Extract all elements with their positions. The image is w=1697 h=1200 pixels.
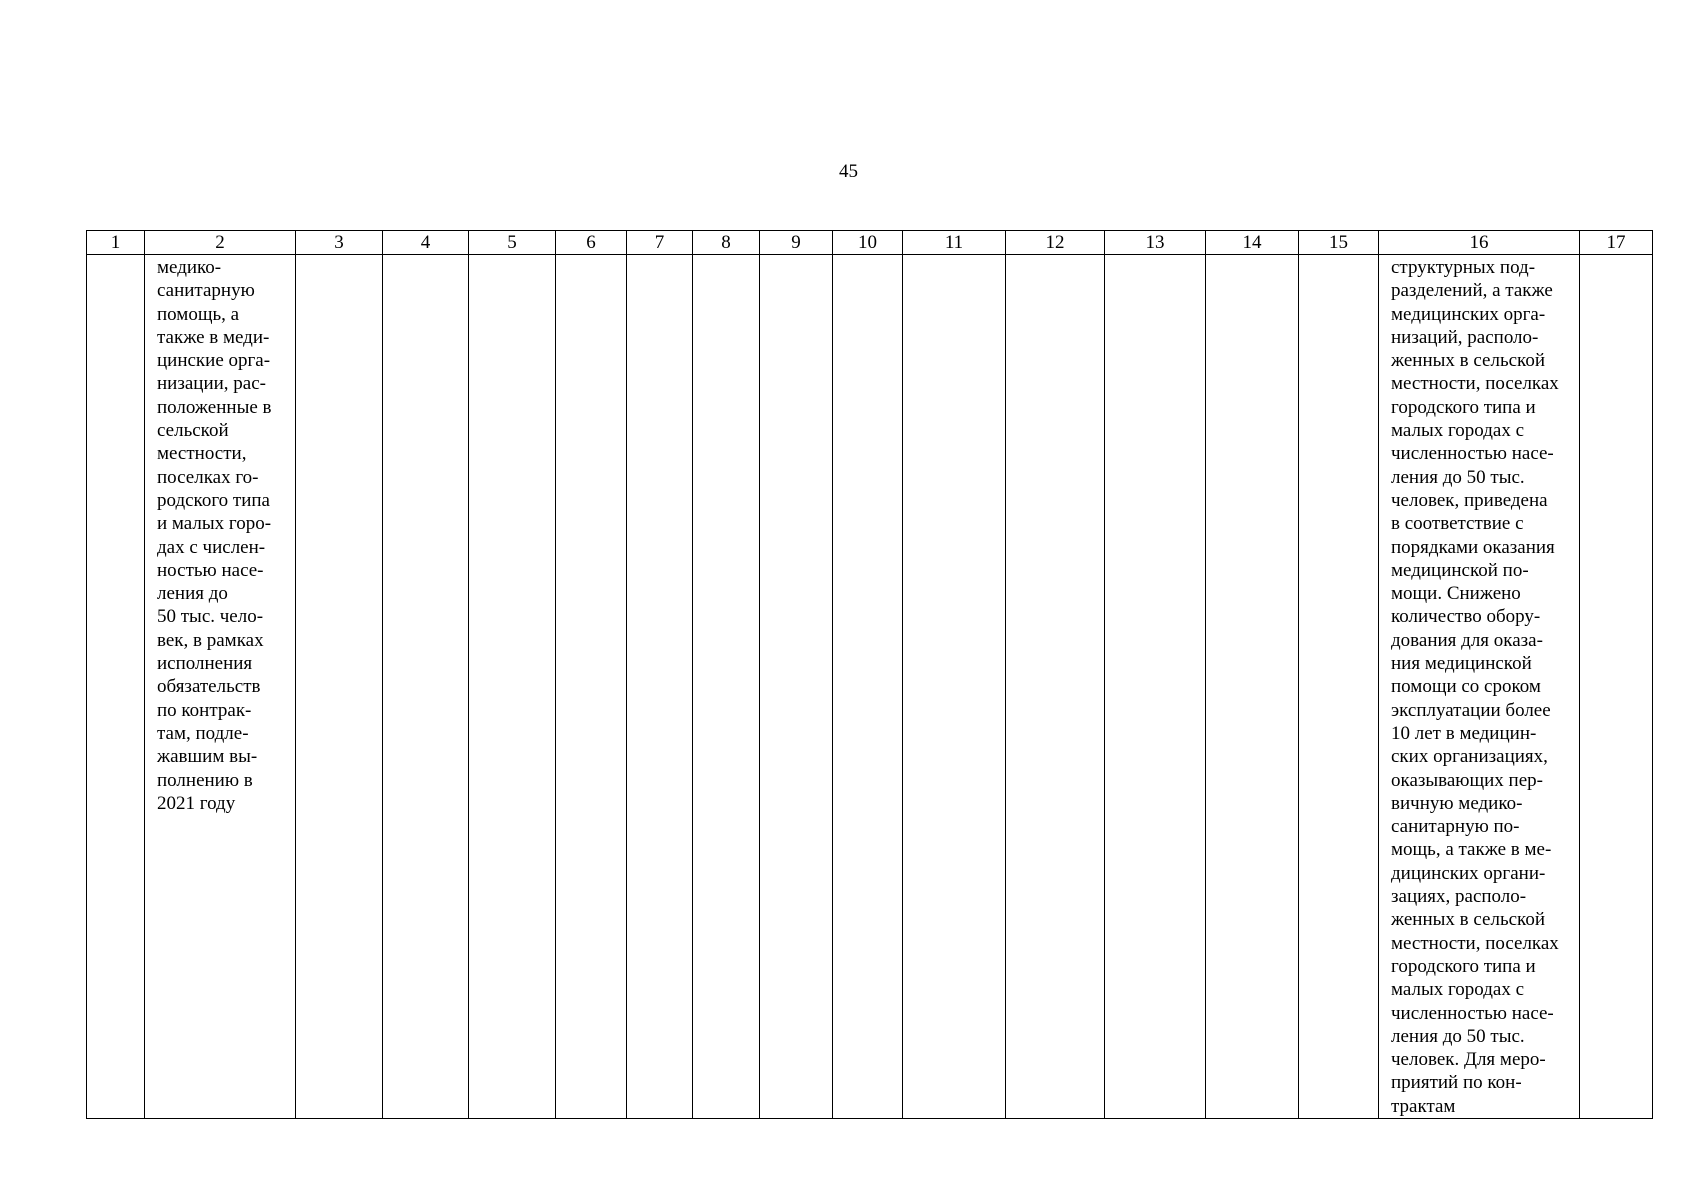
table-cell [693,255,760,1119]
text-line: также в меди- [157,326,270,348]
text-line: 50 тыс. чело- [157,606,264,628]
text-line: медицинской по- [1391,559,1529,581]
table-cell [1206,255,1299,1119]
text-line: женных в сельской [1391,909,1545,931]
text-line: местности, [157,443,247,465]
text-line: приятий по кон- [1391,1072,1522,1094]
text-line: 2021 году [157,792,236,814]
table-cell [556,255,627,1119]
text-line: мощь, а также в ме- [1391,839,1552,861]
text-line: сельской [157,420,229,442]
column-header: 5 [469,231,556,255]
text-line: структурных под- [1391,257,1536,278]
text-line: ностью насе- [157,559,264,581]
text-line: численностью насе- [1391,443,1554,465]
column-header: 12 [1006,231,1105,255]
text-line: цинские орга- [157,350,271,372]
table-cell [469,255,556,1119]
text-line: численностью насе- [1391,1002,1554,1024]
table-cell [1105,255,1206,1119]
text-line: низации, рас- [157,373,266,395]
text-line: век, в рамках [157,629,264,651]
text-line: дицинских органи- [1391,862,1546,884]
text-line: женных в сельской [1391,350,1545,372]
table-cell [296,255,383,1119]
text-line: разделений, а также [1391,280,1553,302]
text-line: человек, приведена [1391,489,1548,511]
table-cell [1580,255,1653,1119]
text-line: медицинских орга- [1391,303,1546,325]
text-line: малых городах с [1391,420,1525,442]
text-line: полнению в [157,769,253,791]
text-line: мощи. Снижено [1391,583,1521,605]
text-line: оказывающих пер- [1391,769,1543,791]
text-line: городского типа и [1391,955,1536,977]
table-cell [760,255,833,1119]
text-line: обязательств [157,676,261,698]
text-line: родского типа [157,489,270,511]
text-line: местности, поселках [1391,932,1559,954]
table-cell [627,255,693,1119]
text-line: по контрак- [157,699,252,721]
cell-text-col2 [145,255,295,815]
cell-text-col16 [1379,255,1579,1118]
table-cell [145,255,296,1119]
table-cell [383,255,469,1119]
table-cell [87,255,145,1119]
header-row [87,231,1653,255]
text-line: городского типа и [1391,396,1536,418]
text-line: зациях, располо- [1391,886,1527,908]
text-line: в соответствие с [1391,513,1524,535]
text-line: эксплуатации более [1391,699,1551,721]
column-header: 6 [556,231,627,255]
text-line: там, подле- [157,722,249,744]
column-header: 9 [760,231,833,255]
text-line: трактам [1391,1095,1456,1117]
text-line: поселках го- [157,466,259,488]
table-cell [1006,255,1105,1119]
column-header: 1 [87,231,145,255]
column-header: 11 [903,231,1006,255]
table-cell [1379,255,1580,1119]
column-header: 8 [693,231,760,255]
text-line: вичную медико- [1391,792,1523,814]
column-header: 3 [296,231,383,255]
text-line: положенные в [157,396,272,418]
column-header: 17 [1580,231,1653,255]
text-line: исполнения [157,653,253,675]
text-line: низаций, располо- [1391,326,1539,348]
text-line: помощи со сроком [1391,676,1541,698]
column-header: 10 [833,231,903,255]
text-line: дах с числен- [157,536,266,558]
text-line: порядками оказания [1391,536,1555,558]
text-line: 10 лет в медицин- [1391,722,1537,744]
text-line: санитарную по- [1391,816,1520,838]
table-cell [1299,255,1379,1119]
text-line: жавшим вы- [157,746,258,768]
text-line: малых городах с [1391,979,1525,1001]
column-header: 2 [145,231,296,255]
table-cell [903,255,1006,1119]
column-header: 7 [627,231,693,255]
text-line: местности, поселках [1391,373,1559,395]
table-row [87,255,1653,1119]
text-line: ления до [157,583,228,605]
text-line: дования для оказа- [1391,629,1543,651]
column-header: 14 [1206,231,1299,255]
column-header: 13 [1105,231,1206,255]
text-line: ния медицинской [1391,653,1532,675]
page-number: 45 [839,161,858,182]
text-line: ления до 50 тыс. [1391,1025,1525,1047]
column-header: 4 [383,231,469,255]
text-line: человек. Для меро- [1391,1049,1546,1071]
text-line: помощь, а [157,303,240,325]
text-line: ления до 50 тыс. [1391,466,1525,488]
table-cell [833,255,903,1119]
column-header: 15 [1299,231,1379,255]
text-line: медико- [157,257,222,278]
text-line: количество обору- [1391,606,1541,628]
text-line: ских организациях, [1391,746,1548,768]
text-line: и малых горо- [157,513,272,535]
column-header: 16 [1379,231,1580,255]
data-table [86,230,1653,1119]
text-line: санитарную [157,280,255,302]
